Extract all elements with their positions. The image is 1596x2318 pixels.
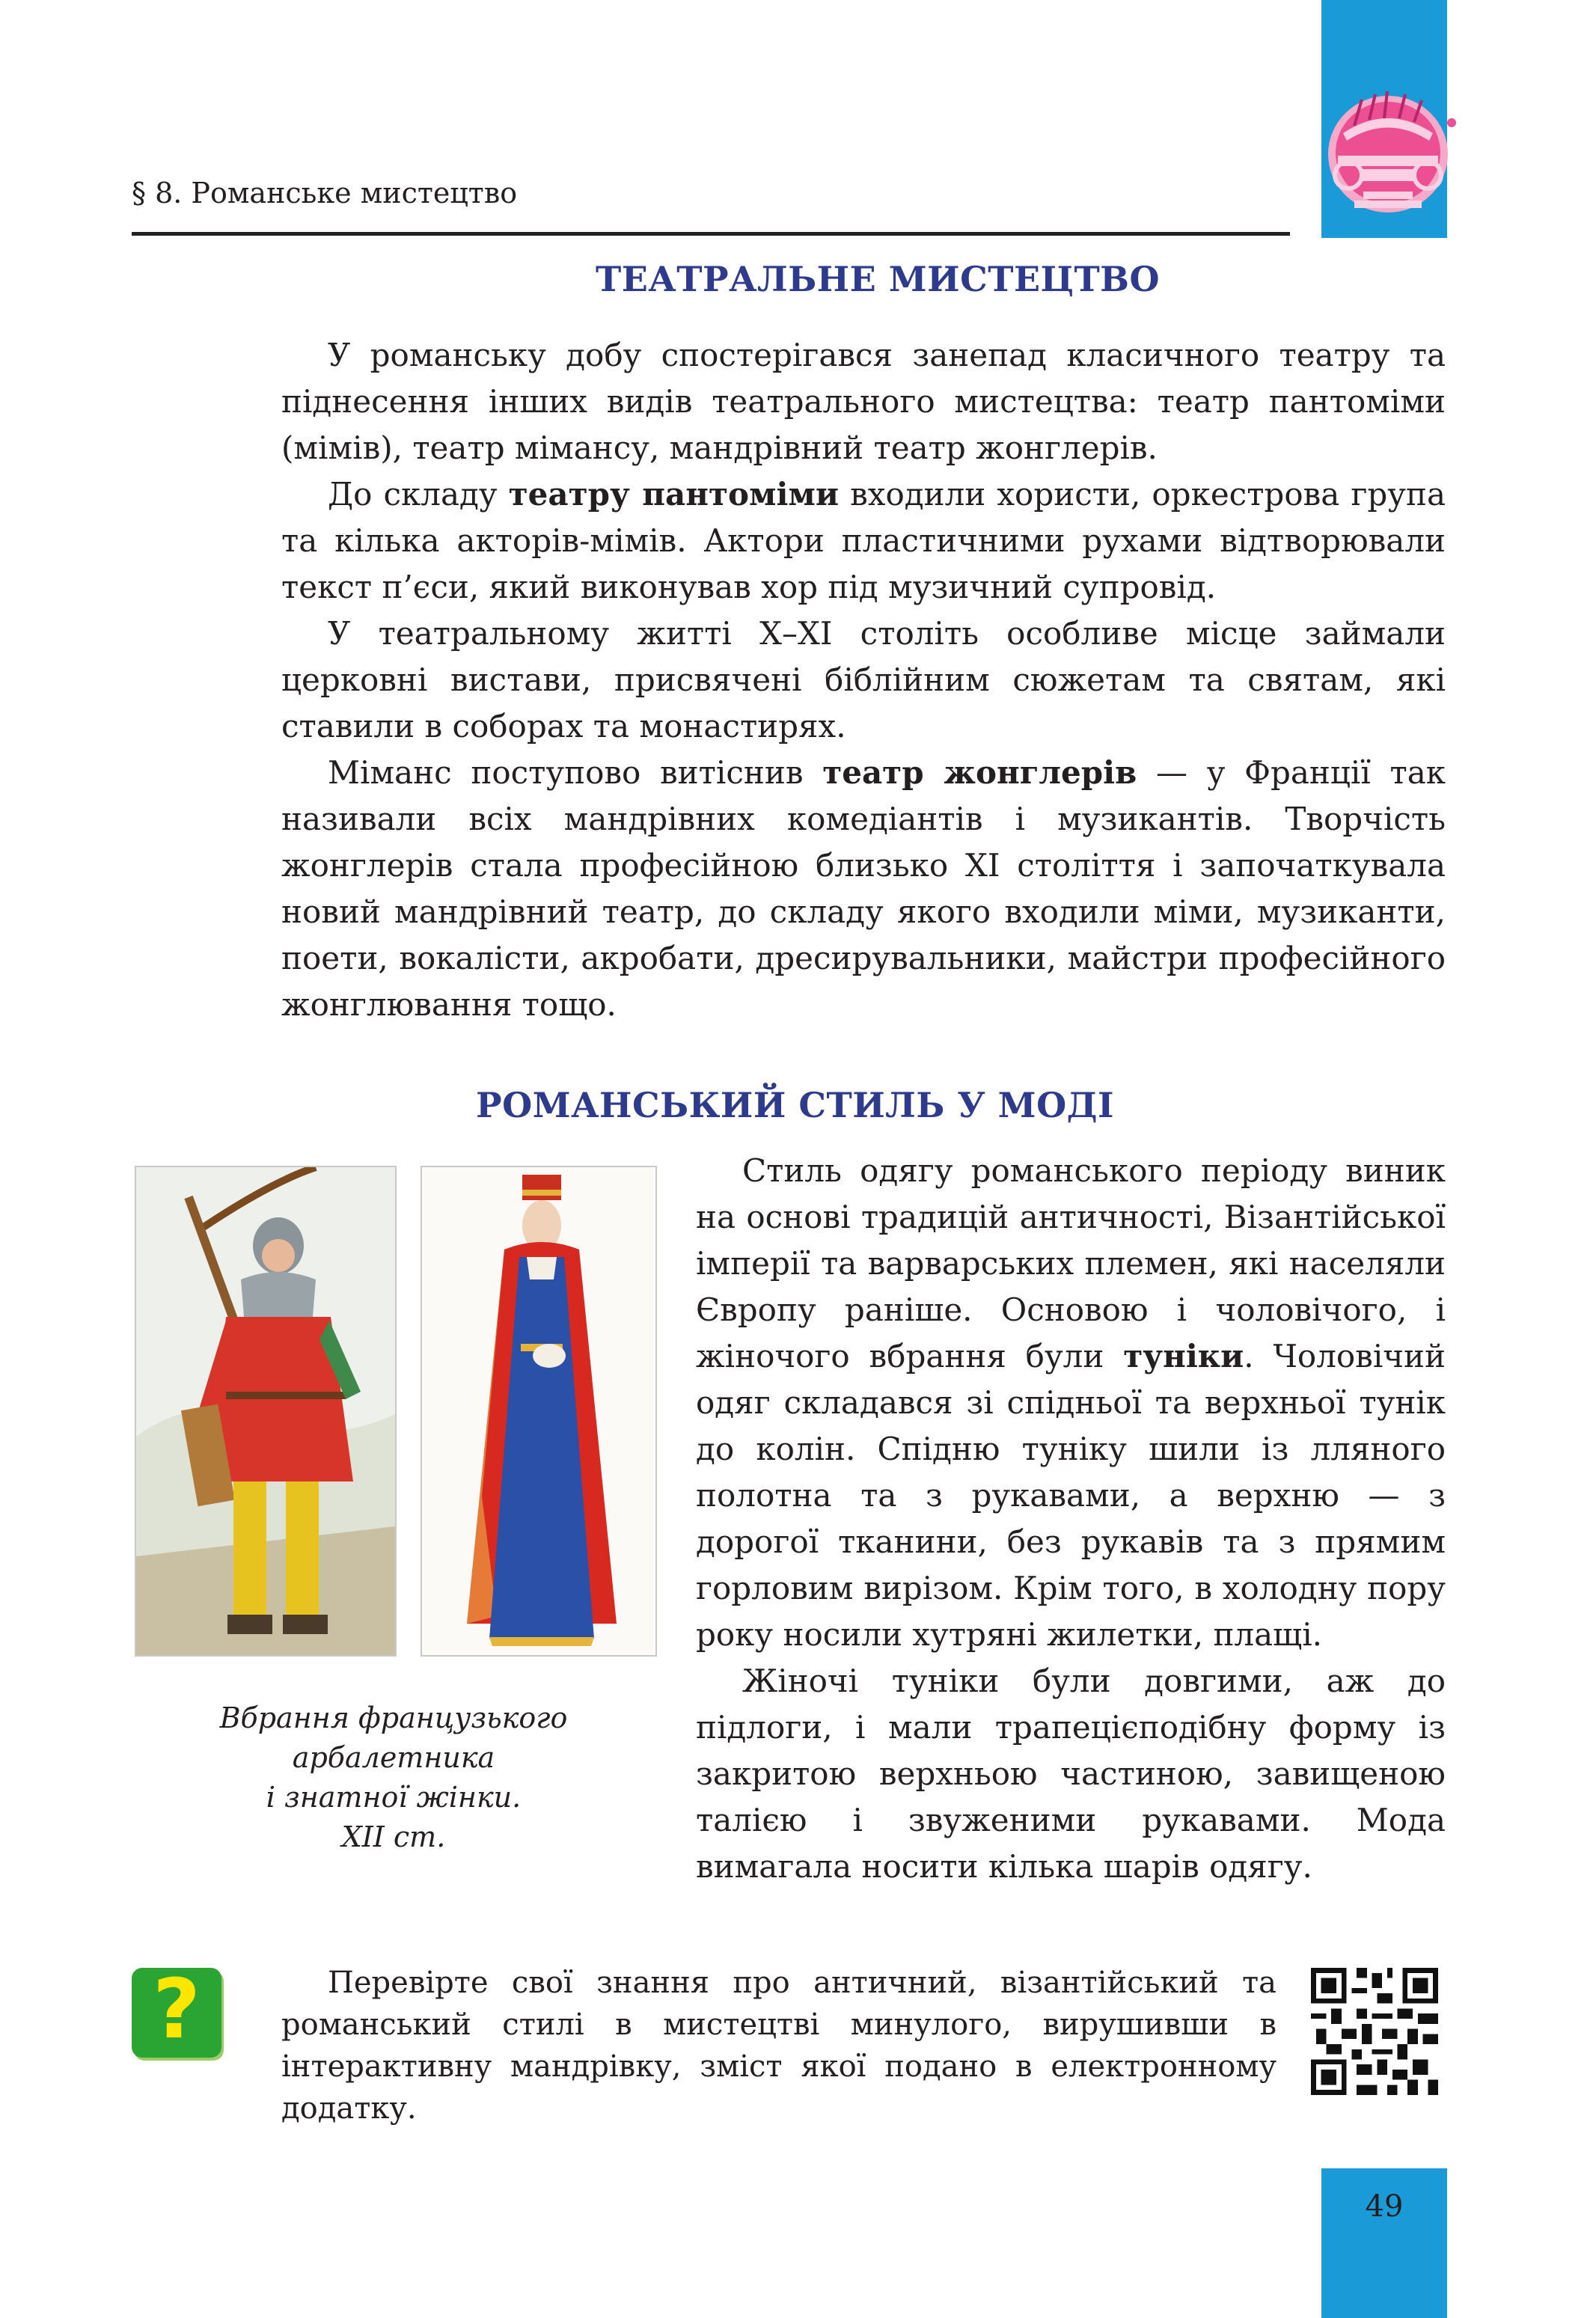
term-tunics: туніки (1123, 1338, 1244, 1374)
figure-caption (177, 1698, 611, 1857)
noblewoman-illustration (421, 1166, 657, 1657)
caption-line: і знатної жінки. (266, 1781, 522, 1814)
caption-line: Вбрання французького (219, 1701, 568, 1734)
crossbowman-illustration (135, 1166, 397, 1657)
section-title-fashion: РОМАНСЬКИЙ СТИЛЬ У МОДІ (476, 1085, 1115, 1125)
noblewoman-figure (422, 1167, 655, 1655)
page-number: 49 (1365, 2189, 1404, 2224)
ionic-capital-icon (1309, 81, 1467, 223)
paragraph: У театральному житті X–XI століть особливе місце займали церковні вистави, присвячені біблійним сюжетам та святам, які ставили в соборах та монастирях. (281, 615, 1446, 744)
theatre-text-block (281, 332, 1446, 1028)
interactive-note: Перевірте свої знання про античний, візантійський та романський стилі в мистецтві минулого, вирушивши в інтерактивну мандрівку, зміст якої подано в електронному додатку. (281, 1966, 1277, 2126)
caption-line: XII ст. (341, 1820, 446, 1853)
caption-line: арбалетника (292, 1741, 495, 1774)
section-title-theatre: ТЕАТРАЛЬНЕ МИСТЕЦТВО (596, 259, 1161, 299)
term-pantomime: театру пантоміми (508, 476, 840, 513)
paragraph: Жіночі туніки були довгими, аж до підлоги, і мали трапецієподібну форму із закритою верхньою частиною, завищеною талією і звуженими рукавами. Мода вимагала носити кілька шарів одягу. (696, 1663, 1446, 1885)
crossbowman-figure (136, 1167, 395, 1655)
chapter-header: § 8. Романське мистецтво (132, 177, 518, 210)
fashion-text-block (696, 1148, 1446, 1890)
paragraph: Міманс поступово витіснив театр жонглерів — у Франції так називали всіх мандрівних комедіантів і музикантів. Творчість жонглерів стала професійною близько XI століття і започаткувала новий мандрівний театр, до складу якого входили міми, музиканти, поети, вокалісти, акробати, дресирувальники, майстри професійного жонглювання тощо. (281, 754, 1446, 1023)
qr-code-icon[interactable] (1311, 1968, 1438, 2095)
header-divider (132, 232, 1290, 236)
question-mark-icon: ? (153, 1961, 201, 2057)
term-jugglers-theatre: театр жонглерів (822, 754, 1137, 791)
paragraph: Стиль одягу романського періоду виник на основі традицій античності, Візантійської імперії та варварських племен, які населяли Європу раніше. Основою і чоловічого, і жіночого вбрання були туніки. Чоловічий одяг складався зі спідньої та верхньої тунік до колін. Спідню туніку шили із лляного полотна та з рукавами, а верхню — з дорогої тканини, без рукавів та з прямим горловим вирізом. Крім того, в холодну пору року носили хутряні жилетки, плащі. (696, 1152, 1446, 1653)
paragraph: У романську добу спостерігався занепад класичного театру та піднесення інших видів театрального мистецтва: театр пантоміми (мімів), театр мімансу, мандрівний театр жонглерів. (281, 337, 1446, 466)
paragraph: До складу театру пантоміми входили хористи, оркестрова група та кілька акторів-мімів. Актори пластичними рухами відтворювали текст п’єси, який виконував хор під музичний супровід. (281, 476, 1446, 605)
